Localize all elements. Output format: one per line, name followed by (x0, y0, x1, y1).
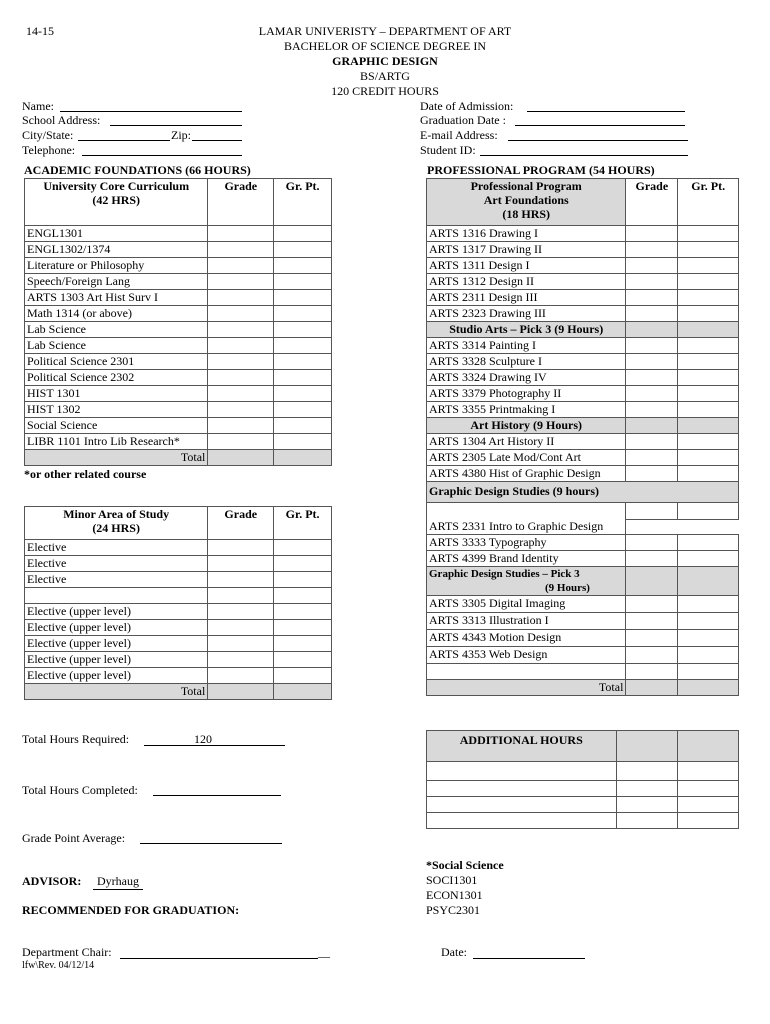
gds3-row-grade-cell[interactable] (626, 613, 678, 630)
minor-row-course: Elective (upper level) (25, 604, 208, 620)
additional-row[interactable] (427, 797, 617, 813)
core-row-grpt-cell[interactable] (274, 274, 332, 290)
core-row (25, 242, 332, 258)
minor-row-grade-cell[interactable] (208, 604, 274, 620)
foundation-row-grpt-cell[interactable] (678, 274, 739, 290)
core-row-grpt-cell[interactable] (274, 370, 332, 386)
foundation-row-grade-cell[interactable] (626, 258, 678, 274)
gds-row-course: ARTS 3333 Typography (427, 535, 626, 551)
gds3-row-grpt-cell[interactable] (678, 613, 739, 630)
gds-head: Graphic Design Studies (9 hours) (427, 482, 739, 503)
name-field[interactable] (60, 111, 242, 112)
gpa-label: Grade Point Average: (22, 831, 126, 845)
telephone-field[interactable] (82, 155, 242, 156)
foundation-row-grpt-cell[interactable] (678, 226, 739, 242)
header-line-2: BACHELOR OF SCIENCE DEGREE IN (283, 39, 486, 53)
foundation-row-grade-cell[interactable] (626, 274, 678, 290)
prof-header-3: (18 HRS) (502, 207, 551, 221)
core-row-grpt-cell[interactable] (274, 306, 332, 322)
minor-row-grade-cell[interactable] (208, 668, 274, 684)
email-label: E-mail Address: (420, 128, 498, 142)
professional-section-title: PROFESSIONAL PROGRAM (54 HOURS) (427, 163, 655, 177)
prof-total-label: Total (427, 680, 626, 696)
studio-row-grpt-cell[interactable] (678, 370, 739, 386)
core-row (25, 338, 332, 354)
gds3-row (427, 613, 739, 630)
minor-row-grpt-cell[interactable] (274, 620, 332, 636)
foundation-row-grade-cell[interactable] (626, 226, 678, 242)
total-required-value: 120 (194, 732, 212, 746)
core-row (25, 386, 332, 402)
minor-row-course: Elective (upper level) (25, 636, 208, 652)
form-code: 14-15 (26, 24, 54, 38)
minor-row-grpt-cell[interactable] (274, 604, 332, 620)
core-grpt-header: Gr. Pt. (274, 179, 332, 226)
student-id-label: Student ID: (420, 143, 476, 157)
core-row-grade-cell[interactable] (208, 258, 274, 274)
arthist-row (427, 450, 739, 466)
core-row-course: Social Science (25, 418, 208, 434)
core-row-grpt-cell[interactable] (274, 258, 332, 274)
core-row-grpt-cell[interactable] (274, 338, 332, 354)
minor-row (25, 540, 332, 556)
date-label: Date: (441, 945, 467, 959)
core-footnote: *or other related course (24, 467, 147, 481)
core-row (25, 354, 332, 370)
foundation-row-course: ARTS 2311 Design III (427, 290, 626, 306)
studio-row-grade-cell[interactable] (626, 386, 678, 402)
gds3-row-grade-cell[interactable] (626, 596, 678, 613)
core-row-grpt-cell[interactable] (274, 434, 332, 450)
prof-header-1: Professional Program (470, 179, 582, 193)
core-row-course: Lab Science (25, 322, 208, 338)
total-required-label: Total Hours Required: (22, 732, 130, 746)
zip-label: Zip: (171, 128, 191, 142)
arthist-row-grade-cell[interactable] (626, 466, 678, 482)
arthist-row (427, 434, 739, 450)
core-total-label: Total (25, 450, 208, 466)
core-row-grade-cell[interactable] (208, 242, 274, 258)
foundation-row-grade-cell[interactable] (626, 306, 678, 322)
gds3-head-1: Graphic Design Studies – Pick 3 (429, 568, 580, 580)
foundation-row-course: ARTS 2323 Drawing III (427, 306, 626, 322)
minor-row-grade-cell[interactable] (208, 652, 274, 668)
core-row (25, 402, 332, 418)
email-field[interactable] (508, 140, 688, 141)
core-row-grade-cell[interactable] (208, 386, 274, 402)
social-science-title: *Social Science (426, 858, 504, 872)
academic-section-title: ACADEMIC FOUNDATIONS (66 HOURS) (24, 163, 251, 177)
additional-hours-title: ADDITIONAL HOURS (427, 731, 617, 762)
additional-row[interactable] (427, 781, 617, 797)
core-row-grade-cell[interactable] (208, 290, 274, 306)
minor-row-grpt-cell[interactable] (274, 556, 332, 572)
telephone-label: Telephone: (22, 143, 76, 157)
minor-row (25, 588, 332, 604)
core-row-grpt-cell[interactable] (274, 418, 332, 434)
core-row (25, 306, 332, 322)
header-line-4: BS/ARTG (360, 69, 410, 83)
prof-total-grpt[interactable] (678, 680, 739, 696)
professional-table (426, 178, 739, 696)
header-line-3: GRAPHIC DESIGN (332, 54, 438, 68)
studio-row-grade-cell[interactable] (626, 370, 678, 386)
foundation-row-grade-cell[interactable] (626, 290, 678, 306)
graduation-date-field[interactable] (515, 125, 685, 126)
core-row-course: LIBR 1101 Intro Lib Research* (25, 434, 208, 450)
gds3-row-course: ARTS 4343 Motion Design (427, 630, 626, 647)
recommended-label: RECOMMENDED FOR GRADUATION: (22, 903, 240, 917)
arthist-row (427, 466, 739, 482)
studio-head: Studio Arts – Pick 3 (9 Hours) (427, 322, 626, 338)
gds-row-course: ARTS 4399 Brand Identity (427, 551, 626, 567)
arthist-head: Art History (9 Hours) (427, 418, 626, 434)
gds3-row-grpt-cell[interactable] (678, 630, 739, 647)
core-row-grade-cell[interactable] (208, 354, 274, 370)
graduation-date-label: Graduation Date : (420, 113, 506, 127)
core-row-grpt-cell[interactable] (274, 322, 332, 338)
minor-total-label: Total (25, 684, 208, 700)
core-row-course: HIST 1302 (25, 402, 208, 418)
core-row (25, 290, 332, 306)
core-row-grpt-cell[interactable] (274, 354, 332, 370)
minor-row-course: Elective (25, 556, 208, 572)
gds3-row-grpt-cell[interactable] (678, 647, 739, 664)
additional-row[interactable] (427, 813, 617, 829)
gds-row (427, 519, 739, 535)
studio-row-grpt-cell[interactable] (678, 354, 739, 370)
minor-row-grpt-cell[interactable] (274, 540, 332, 556)
minor-row (25, 620, 332, 636)
minor-row-grpt-cell[interactable] (274, 636, 332, 652)
date-admission-field[interactable] (527, 111, 685, 112)
arthist-row-grpt-cell[interactable] (678, 466, 739, 482)
core-total-grade[interactable] (208, 450, 274, 466)
foundation-row-grpt-cell[interactable] (678, 258, 739, 274)
foundation-row-grpt-cell[interactable] (678, 290, 739, 306)
total-completed-label: Total Hours Completed: (22, 783, 138, 797)
header-line-1: LAMAR UNIVERISTY – DEPARTMENT OF ART (258, 24, 512, 38)
total-required-field[interactable] (144, 732, 285, 746)
minor-total-grpt[interactable] (274, 684, 332, 700)
social-science-1: SOCI1301 (426, 873, 478, 887)
foundation-row-course: ARTS 1316 Drawing I (427, 226, 626, 242)
social-science-2: ECON1301 (426, 888, 483, 902)
studio-row-grpt-cell[interactable] (678, 402, 739, 418)
core-row (25, 226, 332, 242)
core-row-grade-cell[interactable] (208, 418, 274, 434)
additional-hours-table (426, 730, 739, 829)
studio-row (427, 354, 739, 370)
gds3-row (427, 647, 739, 664)
minor-row-grpt-cell[interactable] (274, 652, 332, 668)
core-row (25, 434, 332, 450)
gds-row-grpt-cell[interactable] (678, 551, 739, 567)
studio-row-grade-cell[interactable] (626, 354, 678, 370)
core-row-grpt-cell[interactable] (274, 386, 332, 402)
studio-row (427, 386, 739, 402)
gds3-row-grade-cell[interactable] (626, 630, 678, 647)
gds-row-grpt-cell[interactable] (678, 535, 739, 551)
studio-row-course: ARTS 3355 Printmaking I (427, 402, 626, 418)
foundation-row-course: ARTS 1317 Drawing II (427, 242, 626, 258)
minor-header-1: Minor Area of Study (63, 507, 170, 521)
minor-row (25, 652, 332, 668)
additional-row[interactable] (427, 762, 617, 781)
school-address-label: School Address: (22, 113, 101, 127)
minor-row-grade-cell[interactable] (208, 556, 274, 572)
name-label: Name: (22, 99, 54, 113)
gds3-head-2: (9 Hours) (545, 582, 590, 594)
gds3-row-grade-cell[interactable] (626, 647, 678, 664)
minor-table (24, 506, 332, 700)
city-state-label: City/State: (22, 128, 74, 142)
advisor-label: ADVISOR: (22, 874, 82, 888)
advisor-value: Dyrhaug (93, 874, 143, 890)
gds-row-grade-cell[interactable] (626, 535, 678, 551)
chair-label: Department Chair: (22, 945, 112, 959)
core-row (25, 322, 332, 338)
core-row-course: Political Science 2301 (25, 354, 208, 370)
gds-row-course: ARTS 2331 Intro to Graphic Design (427, 519, 626, 535)
minor-row-grpt-cell[interactable] (274, 588, 332, 604)
minor-row (25, 572, 332, 588)
chair-field[interactable] (120, 958, 318, 959)
prof-grade-header: Grade (626, 179, 678, 226)
core-row-course: Literature or Philosophy (25, 258, 208, 274)
minor-row (25, 636, 332, 652)
core-row-grpt-cell[interactable] (274, 402, 332, 418)
minor-row-grade-cell[interactable] (208, 572, 274, 588)
city-state-field[interactable] (78, 140, 170, 141)
arthist-row-grpt-cell[interactable] (678, 450, 739, 466)
studio-row-course: ARTS 3328 Sculpture I (427, 354, 626, 370)
core-row-grade-cell[interactable] (208, 226, 274, 242)
minor-row-grpt-cell[interactable] (274, 572, 332, 588)
gds-row-grade-cell[interactable] (626, 551, 678, 567)
core-row-course: ENGL1302/1374 (25, 242, 208, 258)
studio-row-grpt-cell[interactable] (678, 338, 739, 354)
core-row-grade-cell[interactable] (208, 434, 274, 450)
minor-row-grade-cell[interactable] (208, 620, 274, 636)
foundation-row-grade-cell[interactable] (626, 242, 678, 258)
foundation-row-grpt-cell[interactable] (678, 306, 739, 322)
core-row-course: ENGL1301 (25, 226, 208, 242)
core-total-grpt[interactable] (274, 450, 332, 466)
core-row-grade-cell[interactable] (208, 306, 274, 322)
minor-row-grade-cell[interactable] (208, 588, 274, 604)
core-row-grade-cell[interactable] (208, 370, 274, 386)
date-field[interactable] (473, 958, 585, 959)
core-header-2: (42 HRS) (92, 193, 141, 207)
gds3-row (427, 596, 739, 613)
foundation-row (427, 226, 739, 242)
foundation-row (427, 306, 739, 322)
foundation-row-grpt-cell[interactable] (678, 242, 739, 258)
gds-row (427, 551, 739, 567)
studio-row (427, 338, 739, 354)
minor-row (25, 556, 332, 572)
core-header-1: University Core Curriculum (43, 179, 190, 193)
minor-row-course: Elective (25, 572, 208, 588)
foundation-row (427, 258, 739, 274)
minor-row-course (25, 588, 208, 604)
prof-total-grade[interactable] (626, 680, 678, 696)
core-row-course: Speech/Foreign Lang (25, 274, 208, 290)
zip-field[interactable] (192, 140, 242, 141)
social-science-3: PSYC2301 (426, 903, 481, 917)
minor-row-grpt-cell[interactable] (274, 668, 332, 684)
gds3-row-course: ARTS 3313 Illustration I (427, 613, 626, 630)
core-row-course: Lab Science (25, 338, 208, 354)
core-row (25, 274, 332, 290)
core-grade-header: Grade (208, 179, 274, 226)
school-address-field[interactable] (110, 125, 242, 126)
minor-row (25, 604, 332, 620)
foundation-row-course: ARTS 1311 Design I (427, 258, 626, 274)
core-row-course: Political Science 2302 (25, 370, 208, 386)
gds3-row-course: ARTS 4353 Web Design (427, 647, 626, 664)
minor-header-2: (24 HRS) (92, 521, 140, 535)
revision-note: lfw\Rev. 04/12/14 (22, 960, 95, 971)
arthist-row-course: ARTS 1304 Art History II (427, 434, 626, 450)
core-row-grpt-cell[interactable] (274, 226, 332, 242)
chair-trail: __ (318, 945, 330, 959)
core-row-course: Math 1314 (or above) (25, 306, 208, 322)
minor-row-course: Elective (upper level) (25, 652, 208, 668)
studio-row (427, 370, 739, 386)
studio-row-grpt-cell[interactable] (678, 386, 739, 402)
core-row-grpt-cell[interactable] (274, 290, 332, 306)
core-row-grade-cell[interactable] (208, 338, 274, 354)
total-completed-field[interactable] (153, 795, 281, 796)
core-row-course: ARTS 1303 Art Hist Surv I (25, 290, 208, 306)
minor-row-course: Elective (upper level) (25, 620, 208, 636)
core-row-grade-cell[interactable] (208, 402, 274, 418)
core-row (25, 418, 332, 434)
core-curriculum-table (24, 178, 332, 466)
arthist-row-grpt-cell[interactable] (678, 434, 739, 450)
foundation-row (427, 290, 739, 306)
core-row (25, 370, 332, 386)
core-row-grade-cell[interactable] (208, 274, 274, 290)
foundation-row-course: ARTS 1312 Design II (427, 274, 626, 290)
gpa-field[interactable] (140, 843, 282, 844)
gds3-row-grpt-cell[interactable] (678, 596, 739, 613)
date-admission-label: Date of Admission: (420, 99, 514, 113)
studio-row-course: ARTS 3314 Painting I (427, 338, 626, 354)
core-row-grpt-cell[interactable] (274, 242, 332, 258)
arthist-row-course: ARTS 4380 Hist of Graphic Design (427, 466, 626, 482)
minor-row-course: Elective (upper level) (25, 668, 208, 684)
arthist-row-grade-cell[interactable] (626, 434, 678, 450)
gds-row (427, 535, 739, 551)
prof-grpt-header: Gr. Pt. (678, 179, 739, 226)
gds3-row-course: ARTS 3305 Digital Imaging (427, 596, 626, 613)
core-row (25, 258, 332, 274)
arthist-row-course: ARTS 2305 Late Mod/Cont Art (427, 450, 626, 466)
core-row-course: HIST 1301 (25, 386, 208, 402)
studio-row-course: ARTS 3379 Photography II (427, 386, 626, 402)
minor-row-course: Elective (25, 540, 208, 556)
student-id-field[interactable] (480, 155, 688, 156)
foundation-row (427, 274, 739, 290)
prof-header-2: Art Foundations (483, 193, 569, 207)
core-row-grade-cell[interactable] (208, 322, 274, 338)
minor-row (25, 668, 332, 684)
header-line-5: 120 CREDIT HOURS (331, 84, 439, 98)
arthist-row-grade-cell[interactable] (626, 450, 678, 466)
studio-row-grade-cell[interactable] (626, 338, 678, 354)
minor-row-grade-cell[interactable] (208, 636, 274, 652)
foundation-row (427, 242, 739, 258)
minor-row-grade-cell[interactable] (208, 540, 274, 556)
studio-row-course: ARTS 3324 Drawing IV (427, 370, 626, 386)
minor-grpt-header: Gr. Pt. (274, 507, 332, 540)
minor-total-grade[interactable] (208, 684, 274, 700)
studio-row (427, 402, 739, 418)
studio-row-grade-cell[interactable] (626, 402, 678, 418)
minor-grade-header: Grade (208, 507, 274, 540)
gds3-row (427, 630, 739, 647)
